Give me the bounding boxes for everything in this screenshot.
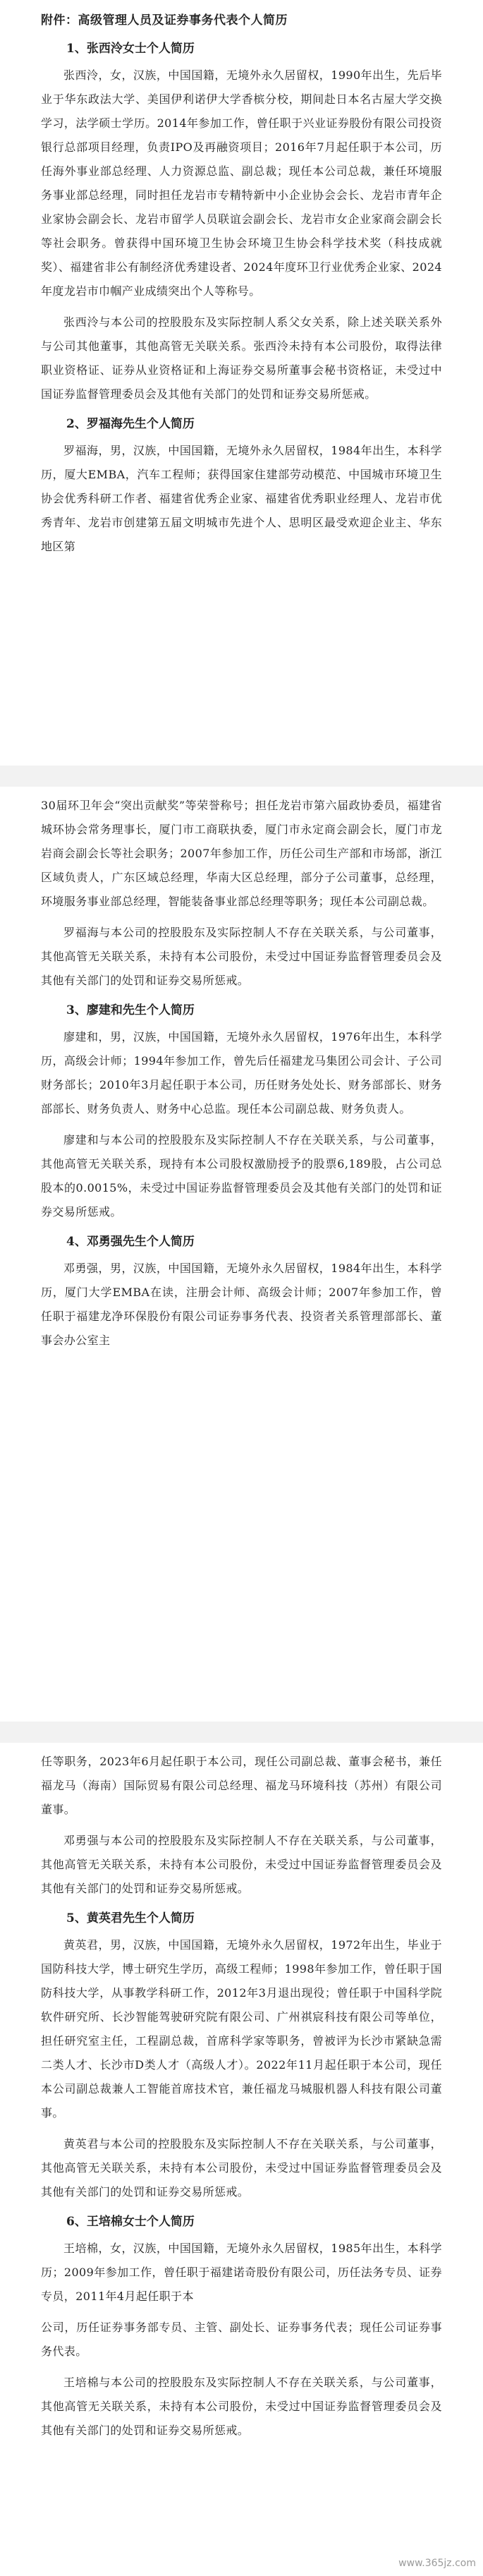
section-title-huang: 5、黄英君先生个人简历	[66, 1911, 195, 1925]
document-page-2	[0, 787, 483, 1722]
bio-luo-part1: 罗福海，男，汉族，中国国籍，无境外永久居留权，1984年出生，本科学历，厦大EMBA，汽车工程师；获得国家住建部劳动模范、中国城市环境卫生协会优秀科研工作者、福建省优秀企业家、福建省优秀职业经理人、龙岩市优秀青年、龙岩市创建第五届文明城市先进个人、思明区最受欢迎企业主、华东地区第	[41, 444, 442, 553]
section-title-liao: 3、廖建和先生个人简历	[66, 1003, 195, 1017]
attachment-heading: 附件：高级管理人员及证券事务代表个人简历	[41, 13, 288, 28]
relation-deng: 邓勇强与本公司的控股股东及实际控制人不存在关联关系，与公司董事，其他高管无关联关系，未持有本公司股份，未受过中国证券监督管理委员会及其他有关部门的处罚和证券交易所惩戒。	[41, 1834, 442, 1895]
relation-wang: 王培棉与本公司的控股股东及实际控制人不存在关联关系，与公司董事，其他高管无关联关系，未持有本公司股份，未受过中国证券监督管理委员会及其他有关部门的处罚和证券交易所惩戒。	[41, 2376, 442, 2437]
relation-liao: 廖建和与本公司的控股股东及实际控制人不存在关联关系，与公司董事，其他高管无关联关系，现持有本公司股权激励授予的股票6,189股，占公司总股本的0.0015%，未受过中国证券监督管理委员会及其他有关部门的处罚和证券交易所惩戒。	[41, 1133, 442, 1219]
relation-luo: 罗福海与本公司的控股股东及实际控制人不存在关联关系，与公司董事，其他高管无关联关系，未持有本公司股份，未受过中国证券监督管理委员会及其他有关部门的处罚和证券交易所惩戒。	[41, 926, 442, 987]
watermark-text: www.365jz.com	[398, 2558, 476, 2569]
bio-deng-part1: 邓勇强，男，汉族，中国国籍，无境外永久居留权，1984年出生，本科学历，厦门大学EMBA在读，注册会计师、高级会计师；2007年参加工作，曾任职于福建龙净环保股份有限公司证券事务代表、投资者关系管理部部长、董事会办公室主	[41, 1262, 442, 1347]
section-title-luo: 2、罗福海先生个人简历	[66, 417, 195, 431]
page-separator	[0, 1722, 483, 1743]
bio-wang-part2: 公司，历任证券事务部专员、主管、副处长、证券事务代表；现任公司证券事务代表。	[41, 2321, 442, 2358]
bio-luo-part2: 30届环卫年会“突出贡献奖”等荣誉称号；担任龙岩市第六届政协委员，福建省城环协会常务理事长，厦门市工商联执委，厦门市永定商会副会长，厦门市龙岩商会副会长等社会职务；2007年参加工作，历任公司生产部和市场部，浙江区域负责人，广东区域总经理，华南大区总经理，部分子公司董事，总经理，环境服务事业部总经理，智能装备事业部总经理等职务；现任本公司副总裁。	[41, 799, 442, 908]
bio-deng-part2: 任等职务，2023年6月起任职于本公司，现任公司副总裁、董事会秘书，兼任福龙马（海南）国际贸易有限公司总经理、福龙马环境科技（苏州）有限公司董事。	[41, 1755, 442, 1816]
page-separator	[0, 766, 483, 787]
section-title-zhang: 1、张西泠女士个人简历	[66, 42, 195, 56]
section-title-deng: 4、邓勇强先生个人简历	[66, 1235, 195, 1249]
document-page-3	[0, 1743, 483, 2576]
bio-zhang: 张西泠，女，汉族，中国国籍，无境外永久居留权，1990年出生，先后毕业于华东政法大学、美国伊利诺伊大学香槟分校，期间赴日本名古屋大学交换学习，法学硕士学历。2014年参加工作，曾任职于兴业证券股份有限公司投资银行总部项目经理，负责IPO及再融资项目；2016年7月起任职于本公司，历任海外事业部总经理、人力资源总监、副总裁；现任本公司总裁，兼任环境服务事业部总经理，同时担任龙岩市专精特新中小企业协会会长、龙岩市青年企业家协会副会长、龙岩市留学人员联谊会副会长、龙岩市女企业家商会副会长等社会职务。曾获得中国环境卫生协会环境卫生协会科学技术奖（科技成就奖）、福建省非公有制经济优秀建设者、2024年度环卫行业优秀企业家、2024年度龙岩市巾帼产业成绩突出个人等称号。	[41, 68, 442, 298]
relation-zhang: 张西泠与本公司的控股股东及实际控制人系父女关系，除上述关联关系外与公司其他董事，其他高管无关联关系。张西泠未持有本公司股份，取得法律职业资格证、证券从业资格证和上海证券交易所董事会秘书资格证，未受过中国证券监督管理委员会及其他有关部门的处罚和证券交易所惩戒。	[41, 315, 442, 401]
bio-wang-part1: 王培棉，女，汉族，中国国籍，无境外永久居留权，1985年出生，本科学历；2009年参加工作，曾任职于福建诺奇股份有限公司，历任法务专员、证券专员，2011年4月起任职于本	[41, 2242, 442, 2303]
bio-liao: 廖建和，男，汉族，中国国籍，无境外永久居留权，1976年出生，本科学历，高级会计师；1994年参加工作，曾先后任福建龙马集团公司会计、子公司财务部长；2010年3月起任职于本公司，历任财务处处长、财务部部长、财务部部长、财务负责人、财务中心总监。现任本公司副总裁、财务负责人。	[41, 1030, 442, 1115]
bio-huang: 黄英君，男，汉族，中国国籍，无境外永久居留权，1972年出生，毕业于国防科技大学，博士研究生学历，高级工程师；1998年参加工作，曾任职于国防科技大学，从事教学科研工作，2012年3月退出现役；曾任职于中国科学院软件研究所、长沙智能驾驶研究院有限公司、广州祺宸科技有限公司等单位，担任研究室主任，工程副总裁，首席科学家等职务，曾被评为长沙市紧缺急需二类人才、长沙市D类人才（高级人才）。2022年11月起任职于本公司，现任本公司副总裁兼人工智能首席技术官，兼任福龙马城服机器人科技有限公司董事。	[41, 1938, 442, 2120]
section-title-wang: 6、王培棉女士个人简历	[66, 2215, 195, 2229]
document-page-1	[0, 0, 483, 766]
relation-huang: 黄英君与本公司的控股股东及实际控制人不存在关联关系，与公司董事，其他高管无关联关系，未持有本公司股份，未受过中国证券监督管理委员会及其他有关部门的处罚和证券交易所惩戒。	[41, 2137, 442, 2199]
